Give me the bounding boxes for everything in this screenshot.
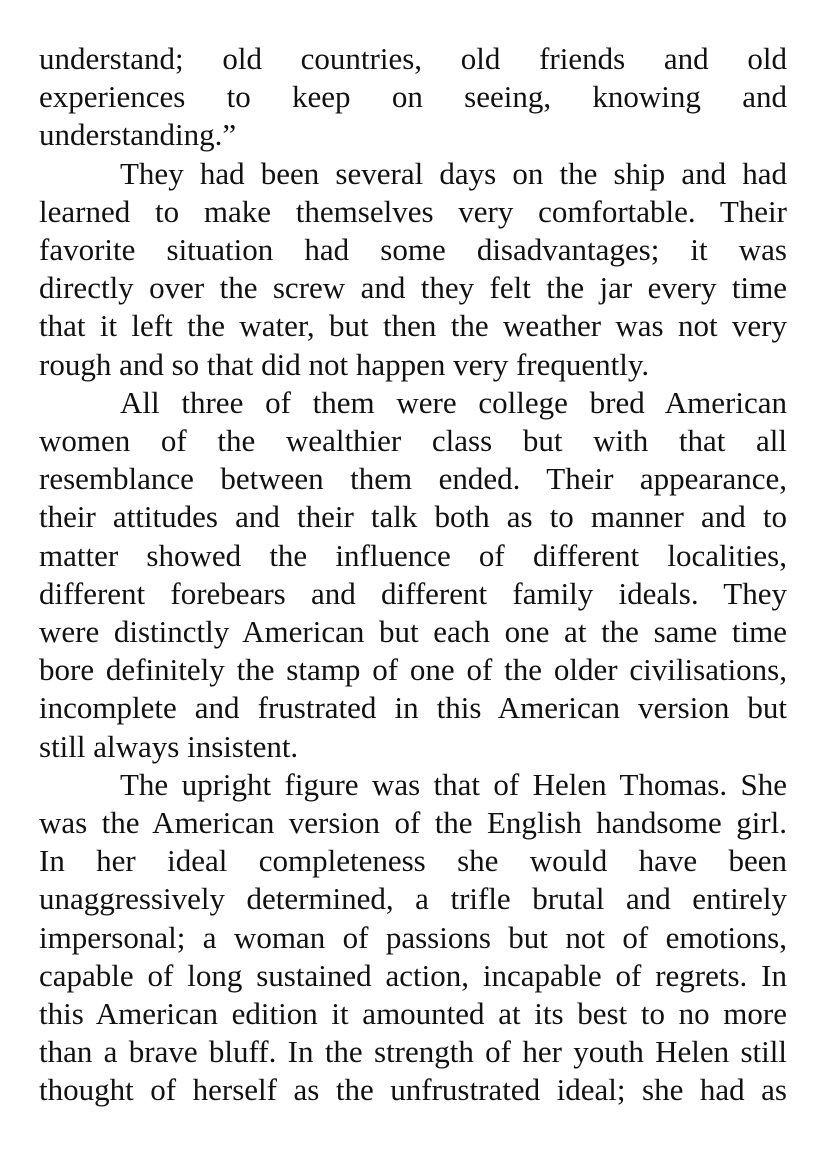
text-line: rough and so that did not happen very frequently. — [39, 346, 650, 382]
text-line: The upright figure was that of Helen Thomas. She — [120, 766, 787, 802]
text-line: different forebears and different family ideals. They — [39, 575, 787, 611]
text-line: thought of herself as the unfrustrated ideal; she had as — [39, 1072, 787, 1108]
text-line: impersonal; a woman of passions but not of emotions, — [39, 919, 787, 955]
paragraph-4 — [39, 766, 787, 1110]
text-line: unaggressively determined, a trifle brutal and entirely — [39, 881, 787, 917]
text-line: understand; old countries, old friends and old — [39, 41, 787, 76]
text-line: bore definitely the stamp of one of the older civilisations, — [39, 652, 787, 688]
text-line: were distinctly American but each one at the same time — [39, 614, 787, 650]
text-line: matter showed the influence of different localities, — [39, 537, 787, 573]
paragraph-3 — [39, 384, 787, 766]
paragraph-1 — [39, 40, 787, 155]
text-line: In her ideal completeness she would have been — [39, 843, 787, 879]
text-line: They had been several days on the ship and had — [120, 155, 787, 191]
text-line: their attitudes and their talk both as to manner and to — [39, 499, 787, 535]
text-line: experiences to keep on seeing, knowing and — [39, 79, 787, 115]
text-line: that it left the water, but then the weather was not very — [39, 308, 787, 344]
text-line: understanding.” — [39, 117, 237, 153]
text-line: than a brave bluff. In the strength of her youth Helen still — [39, 1034, 787, 1070]
text-line: directly over the screw and they felt the jar every time — [39, 270, 787, 306]
text-line: capable of long sustained action, incapable of regrets. In — [39, 957, 787, 993]
text-line: incomplete and frustrated in this American version but — [39, 690, 787, 726]
paragraph-2 — [39, 155, 787, 384]
text-line: was the American version of the English handsome girl. — [39, 805, 787, 841]
text-line: All three of them were college bred American — [120, 384, 787, 420]
book-page-text — [39, 40, 787, 1110]
text-line: still always insistent. — [39, 728, 299, 764]
text-line: this American edition it amounted at its best to no more — [39, 996, 787, 1032]
text-line: learned to make themselves very comfortable. Their — [39, 193, 787, 229]
text-line: resemblance between them ended. Their appearance, — [39, 461, 787, 497]
text-line: favorite situation had some disadvantages; it was — [39, 232, 787, 268]
text-line: women of the wealthier class but with that all — [39, 423, 787, 459]
